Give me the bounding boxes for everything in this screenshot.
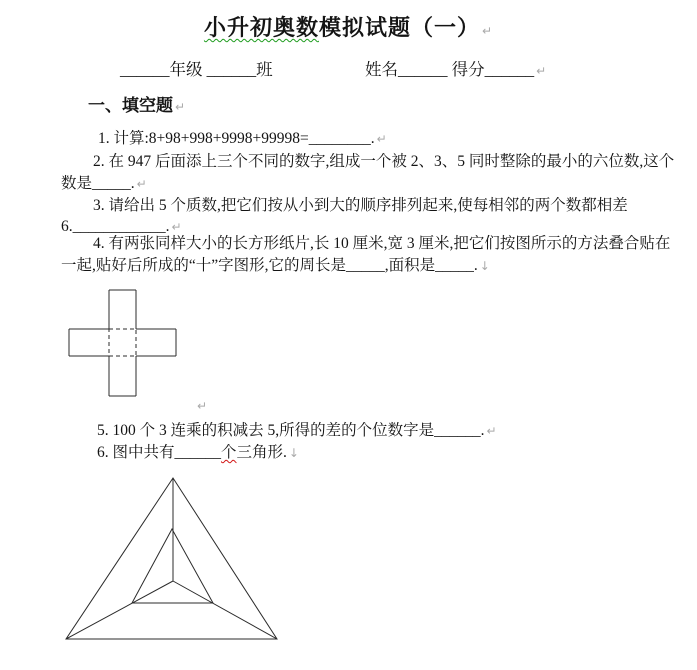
- question-3-line-1: [93, 197, 628, 215]
- question-6-text-pre: 6. 图中共有______: [97, 444, 222, 461]
- header-grade-class: [120, 61, 273, 79]
- question-5-text: 5. 100 个 3 连乘的积减去 5,所得的差的个位数字是______.: [97, 422, 485, 439]
- question-2-line-1: [93, 153, 674, 171]
- paragraph-mark-icon: ↵: [536, 64, 547, 78]
- paragraph-mark-icon: ↵: [136, 177, 147, 191]
- question-3-line-2: [61, 218, 182, 236]
- question-2-text-1: 2. 在 947 后面添上三个不同的数字,组成一个被 2、3、5 同时整除的最小的六位数,这个: [93, 153, 675, 170]
- cross-solid-outline: [69, 290, 176, 396]
- question-6-text-squiggled: 个: [221, 444, 237, 461]
- cross-figure: [60, 284, 190, 404]
- page-title: [0, 11, 697, 42]
- paragraph-mark-icon: ↵: [376, 132, 387, 146]
- paragraph-mark-icon: ↵: [175, 100, 186, 114]
- question-4-line-2: [61, 257, 490, 275]
- question-1: [98, 130, 387, 148]
- title-text: 模拟试题（一）: [318, 15, 480, 40]
- figure-paragraph-line: [195, 397, 207, 415]
- paragraph-mark-icon: ↵: [481, 24, 494, 38]
- question-1-text: 1. 计算:8+98+998+9998+99998=________.: [98, 130, 375, 147]
- line-break-mark-icon: ↓: [288, 446, 299, 460]
- question-6: [97, 444, 299, 462]
- question-4-text-2: 一起,贴好后所成的“十”字图形,它的周长是_____,面积是_____.: [61, 257, 478, 274]
- paragraph-mark-icon: ↵: [197, 399, 208, 413]
- question-5: [97, 422, 497, 440]
- question-3-text-2: 6.____________.: [61, 218, 170, 235]
- triangle-figure: [55, 470, 290, 645]
- line-break-mark-icon: ↓: [479, 259, 490, 273]
- question-2-line-2: [61, 175, 147, 193]
- question-4-text-1: 4. 有两张同样大小的长方形纸片,长 10 厘米,宽 3 厘米,把它们按图所示的方法叠合贴在: [93, 235, 671, 252]
- title-text-squiggled: 小升初奥数: [203, 15, 319, 40]
- cross-overlap-dashed-square: [109, 329, 136, 356]
- header-name-score: [365, 61, 546, 80]
- triangle-figure-lines: [66, 478, 277, 639]
- grade-class-blanks: ______年级 ______班: [120, 60, 273, 79]
- question-2-text-2: 数是_____.: [61, 175, 135, 192]
- question-4-line-1: [93, 235, 670, 253]
- question-3-text-1: 3. 请给出 5 个质数,把它们按从小到大的顺序排列起来,使每相邻的两个数都相差: [93, 197, 628, 214]
- paragraph-mark-icon: ↵: [486, 424, 497, 438]
- section-heading: [88, 97, 185, 116]
- name-score-blanks: 姓名______ 得分______: [365, 60, 535, 79]
- question-6-text-post: 三角形.: [236, 444, 287, 461]
- paragraph-mark-icon: ↵: [171, 220, 182, 234]
- section-heading-text: 一、填空题: [88, 96, 173, 115]
